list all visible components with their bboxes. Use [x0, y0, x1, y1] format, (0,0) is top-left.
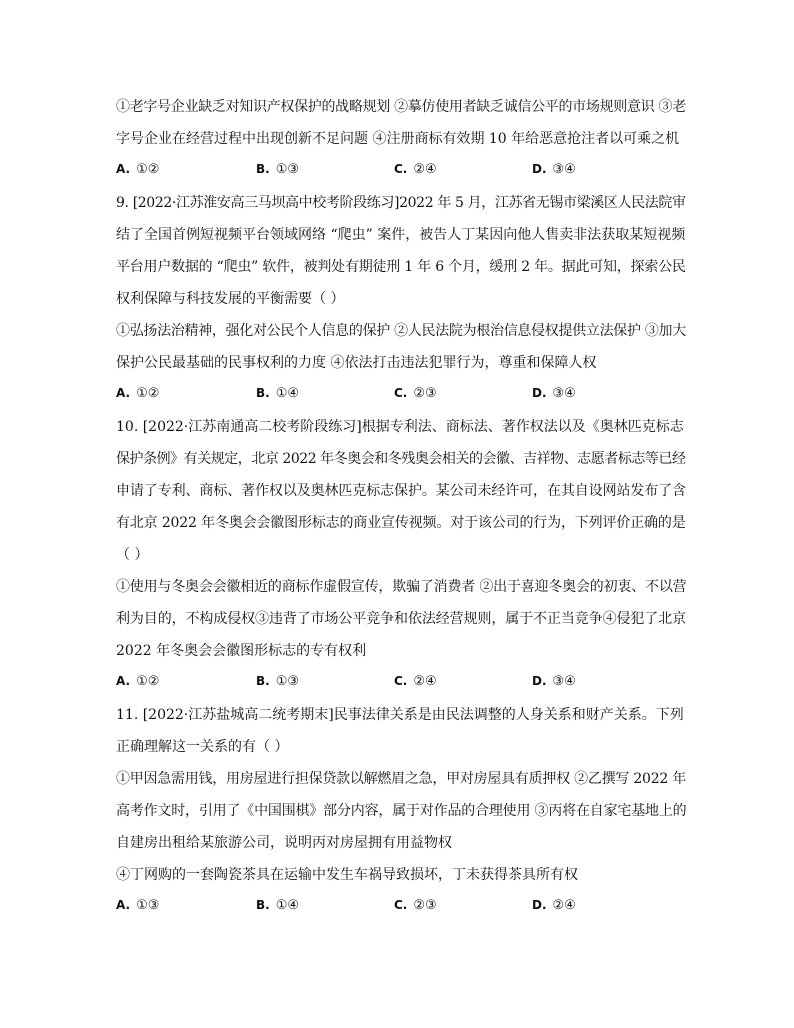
question-line: ①使用与冬奥会会徽相近的商标作虚假宣传，欺骗了消费者 ②出于喜迎冬奥会的初衷、不以营 [116, 579, 687, 595]
question-line: 自建房出租给某旅游公司，说明丙对房屋拥有用益物权 [116, 835, 452, 851]
question-line: 结了全国首例短视频平台领域网络 “爬虫” 案件，被告人丁某因向他人售卖非法获取某短视频 [116, 227, 686, 243]
option-c[interactable]: C. ②④ [394, 162, 437, 177]
option-c[interactable]: C. ②③ [394, 898, 437, 913]
option-a[interactable]: A. ①② [116, 386, 160, 401]
option-b[interactable]: B. ①③ [256, 674, 300, 689]
question-line: ④丁网购的一套陶瓷茶具在运输中发生车祸导致损坏，丁未获得茶具所有权 [116, 867, 578, 883]
option-a[interactable]: A. ①③ [116, 898, 160, 913]
question-line: 保护条例》有关规定，北京 2022 年冬奥会和冬残奥会相关的会徽、吉祥物、志愿者标志等已经 [116, 451, 686, 467]
answer-options [116, 162, 676, 180]
answer-options [116, 674, 676, 692]
question-line: 高考作文时，引用了《中国围棋》部分内容，属于对作品的合理使用 ③丙将在自家宅基地上的 [116, 803, 687, 819]
question-line: 11. [2022·江苏盐城高二统考期末]民事法律关系是由民法调整的人身关系和财产关系。下列 [116, 707, 684, 723]
question-line: 平台用户数据的 “爬虫” 软件，被判处有期徒刑 1 年 6 个月，缓刑 2 年。据此可知，探索公民 [116, 259, 686, 275]
question-line: 权利保障与科技发展的平衡需要（ ） [116, 291, 345, 307]
question-line: （ ） [116, 547, 149, 563]
option-c[interactable]: C. ②③ [394, 386, 437, 401]
answer-options [116, 386, 676, 404]
question-line: 保护公民最基础的民事权利的力度 ④依法打击违法犯罪行为，尊重和保障人权 [116, 355, 597, 371]
question-line: ①老字号企业缺乏对知识产权保护的战略规划 ②摹仿使用者缺乏诚信公平的市场规则意识 ③老 [116, 99, 686, 115]
question-line: ①甲因急需用钱，用房屋进行担保贷款以解燃眉之急，甲对房屋具有质押权 ②乙撰写 2022 年 [116, 771, 686, 787]
option-d[interactable]: D. ③④ [532, 386, 576, 401]
question-line: 利为目的，不构成侵权③违背了市场公平竞争和依法经营规则，属于不正当竞争④侵犯了北京 [116, 611, 686, 627]
option-d[interactable]: D. ②④ [532, 898, 576, 913]
question-line: 有北京 2022 年冬奥会会徽图形标志的商业宣传视频。对于该公司的行为，下列评价正确的是 [116, 515, 686, 531]
option-a[interactable]: A. ①② [116, 162, 160, 177]
question-line: 2022 年冬奥会会徽图形标志的专有权利 [116, 643, 367, 659]
question-line: 字号企业在经营过程中出现创新不足问题 ④注册商标有效期 10 年给恶意抢注者以可乘之机 [116, 131, 680, 147]
question-line: 申请了专利、商标、著作权以及奥林匹克标志保护。某公司未经许可，在其自设网站发布了含 [116, 483, 686, 499]
option-b[interactable]: B. ①④ [256, 386, 300, 401]
option-a[interactable]: A. ①② [116, 674, 160, 689]
option-c[interactable]: C. ②④ [394, 674, 437, 689]
option-b[interactable]: B. ①④ [256, 898, 300, 913]
option-d[interactable]: D. ③④ [532, 674, 576, 689]
question-line: 9. [2022·江苏淮安高三马坝高中校考阶段练习]2022 年 5 月，江苏省无锡市梁溪区人民法院审 [116, 195, 686, 211]
question-line: 正确理解这一关系的有（ ） [116, 739, 289, 755]
answer-options [116, 898, 676, 916]
option-d[interactable]: D. ③④ [532, 162, 576, 177]
question-line: ①弘扬法治精神，强化对公民个人信息的保护 ②人民法院为根治信息侵权提供立法保护 ③加大 [116, 323, 686, 339]
question-line: 10. [2022·江苏南通高二校考阶段练习]根据专利法、商标法、著作权法以及《奥林匹克标志 [116, 419, 684, 435]
option-b[interactable]: B. ①③ [256, 162, 300, 177]
